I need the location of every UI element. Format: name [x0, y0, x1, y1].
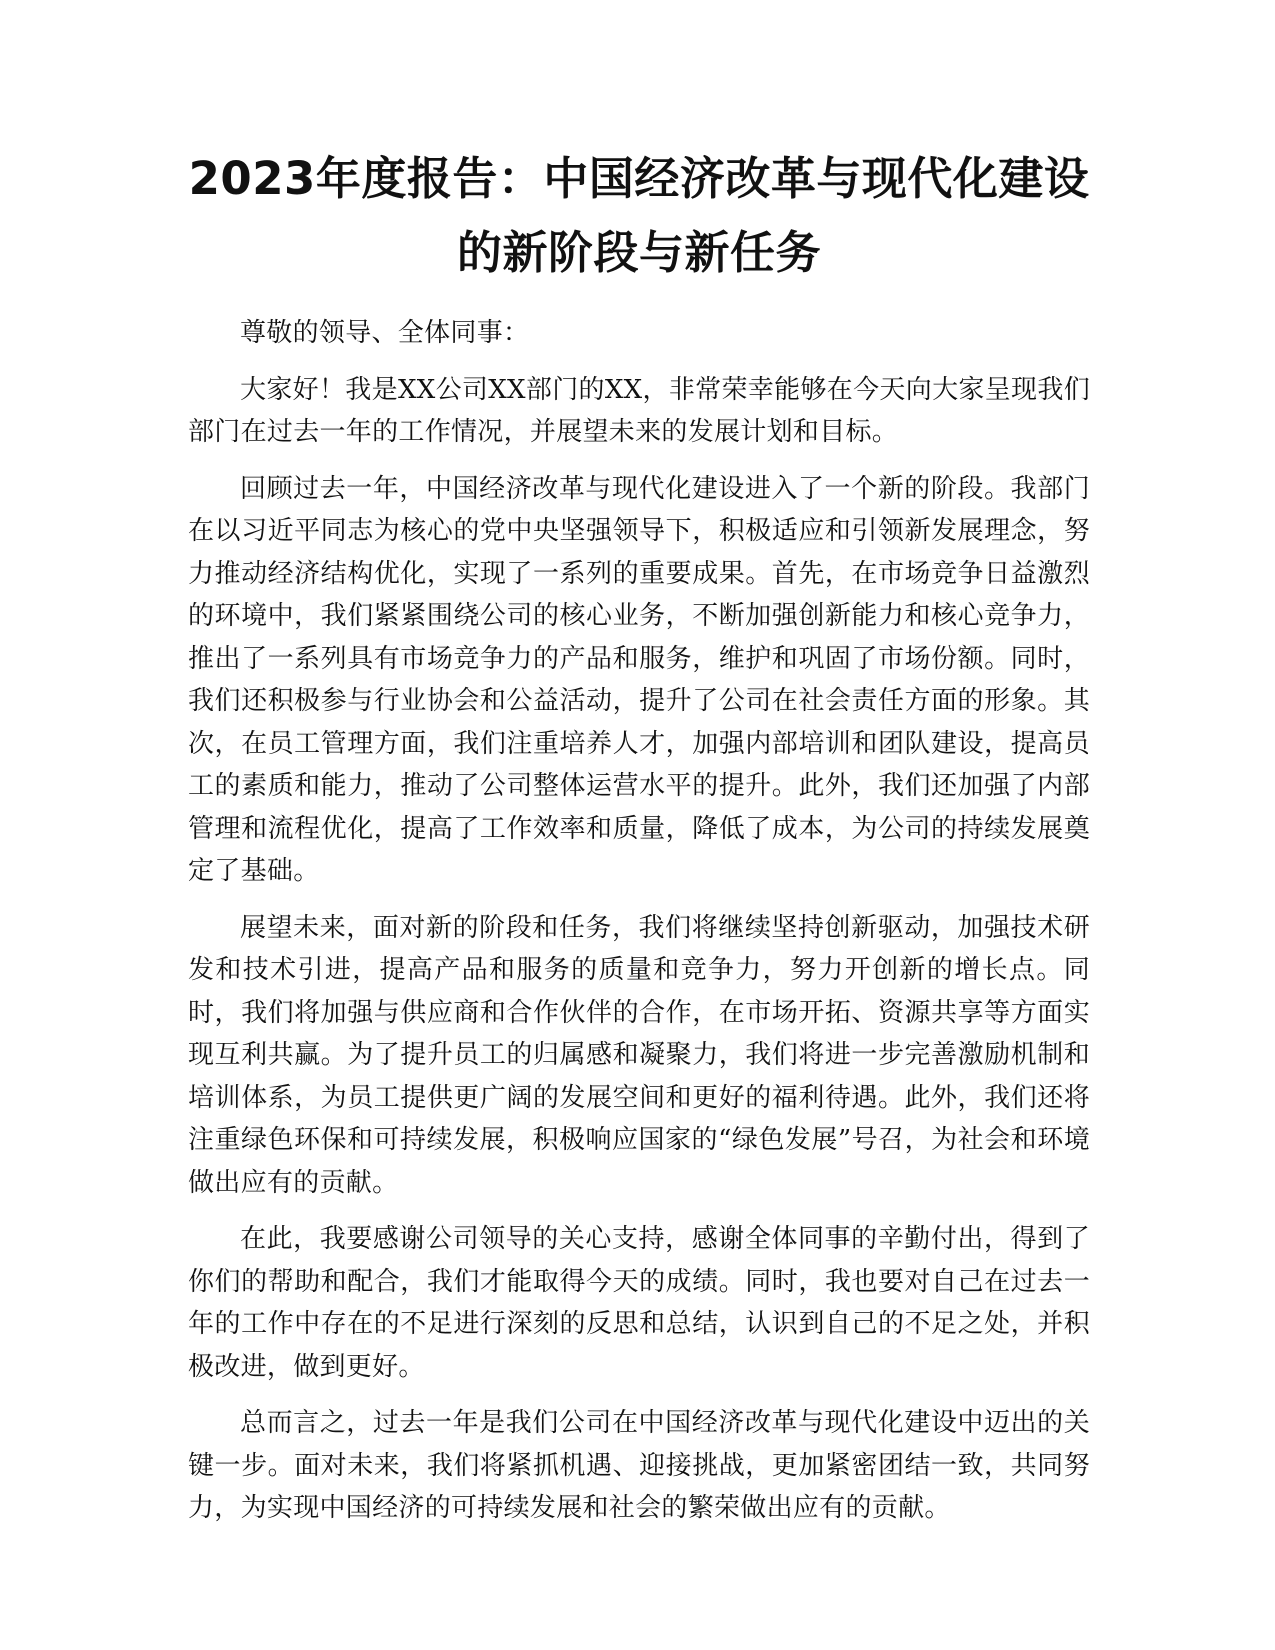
document-body	[188, 142, 1090, 1544]
greeting-paragraph: 大家好！我是XX公司XX部门的XX，非常荣幸能够在今天向大家呈现我们部门在过去一年的工作情况，并展望未来的发展计划和目标。	[188, 374, 1090, 447]
document-title	[188, 142, 1090, 290]
salutation-paragraph: 尊敬的领导、全体同事：	[240, 318, 530, 348]
title-line-1: 2023年度报告：中国经济改革与现代化建设	[188, 152, 1090, 205]
thanks-paragraph: 在此，我要感谢公司领导的关心支持，感谢全体同事的辛勤付出，得到了你们的帮助和配合，我们才能取得今天的成绩。同时，我也要对自己在过去一年的工作中存在的不足进行深刻的反思和总结，认识到自己的不足之处，并积极改进，做到更好。	[188, 1224, 1090, 1382]
review-paragraph: 回顾过去一年，中国经济改革与现代化建设进入了一个新的阶段。我部门在以习近平同志为核心的党中央坚强领导下，积极适应和引领新发展理念，努力推动经济结构优化，实现了一系列的重要成果。首先，在市场竞争日益激烈的环境中，我们紧紧围绕公司的核心业务，不断加强创新能力和核心竞争力，推出了一系列具有市场竞争力的产品和服务，维护和巩固了市场份额。同时，我们还积极参与行业协会和公益活动，提升了公司在社会责任方面的形象。其次，在员工管理方面，我们注重培养人才，加强内部培训和团队建设，提高员工的素质和能力，推动了公司整体运营水平的提升。此外，我们还加强了内部管理和流程优化，提高了工作效率和质量，降低了成本，为公司的持续发展奠定了基础。	[188, 473, 1090, 886]
conclusion-paragraph: 总而言之，过去一年是我们公司在中国经济改革与现代化建设中迈出的关键一步。面对未来，我们将紧抓机遇、迎接挑战，更加紧密团结一致，共同努力，为实现中国经济的可持续发展和社会的繁荣做出应有的贡献。	[188, 1408, 1090, 1523]
title-line-2: 的新阶段与新任务	[456, 226, 821, 279]
outlook-paragraph: 展望未来，面对新的阶段和任务，我们将继续坚持创新驱动，加强技术研发和技术引进，提高产品和服务的质量和竞争力，努力开创新的增长点。同时，我们将加强与供应商和合作伙伴的合作，在市场开拓、资源共享等方面实现互利共赢。为了提升员工的归属感和凝聚力，我们将进一步完善激励机制和培训体系，为员工提供更广阔的发展空间和更好的福利待遇。此外，我们还将注重绿色环保和可持续发展，积极响应国家的“绿色发展”号召，为社会和环境做出应有的贡献。	[188, 912, 1090, 1198]
